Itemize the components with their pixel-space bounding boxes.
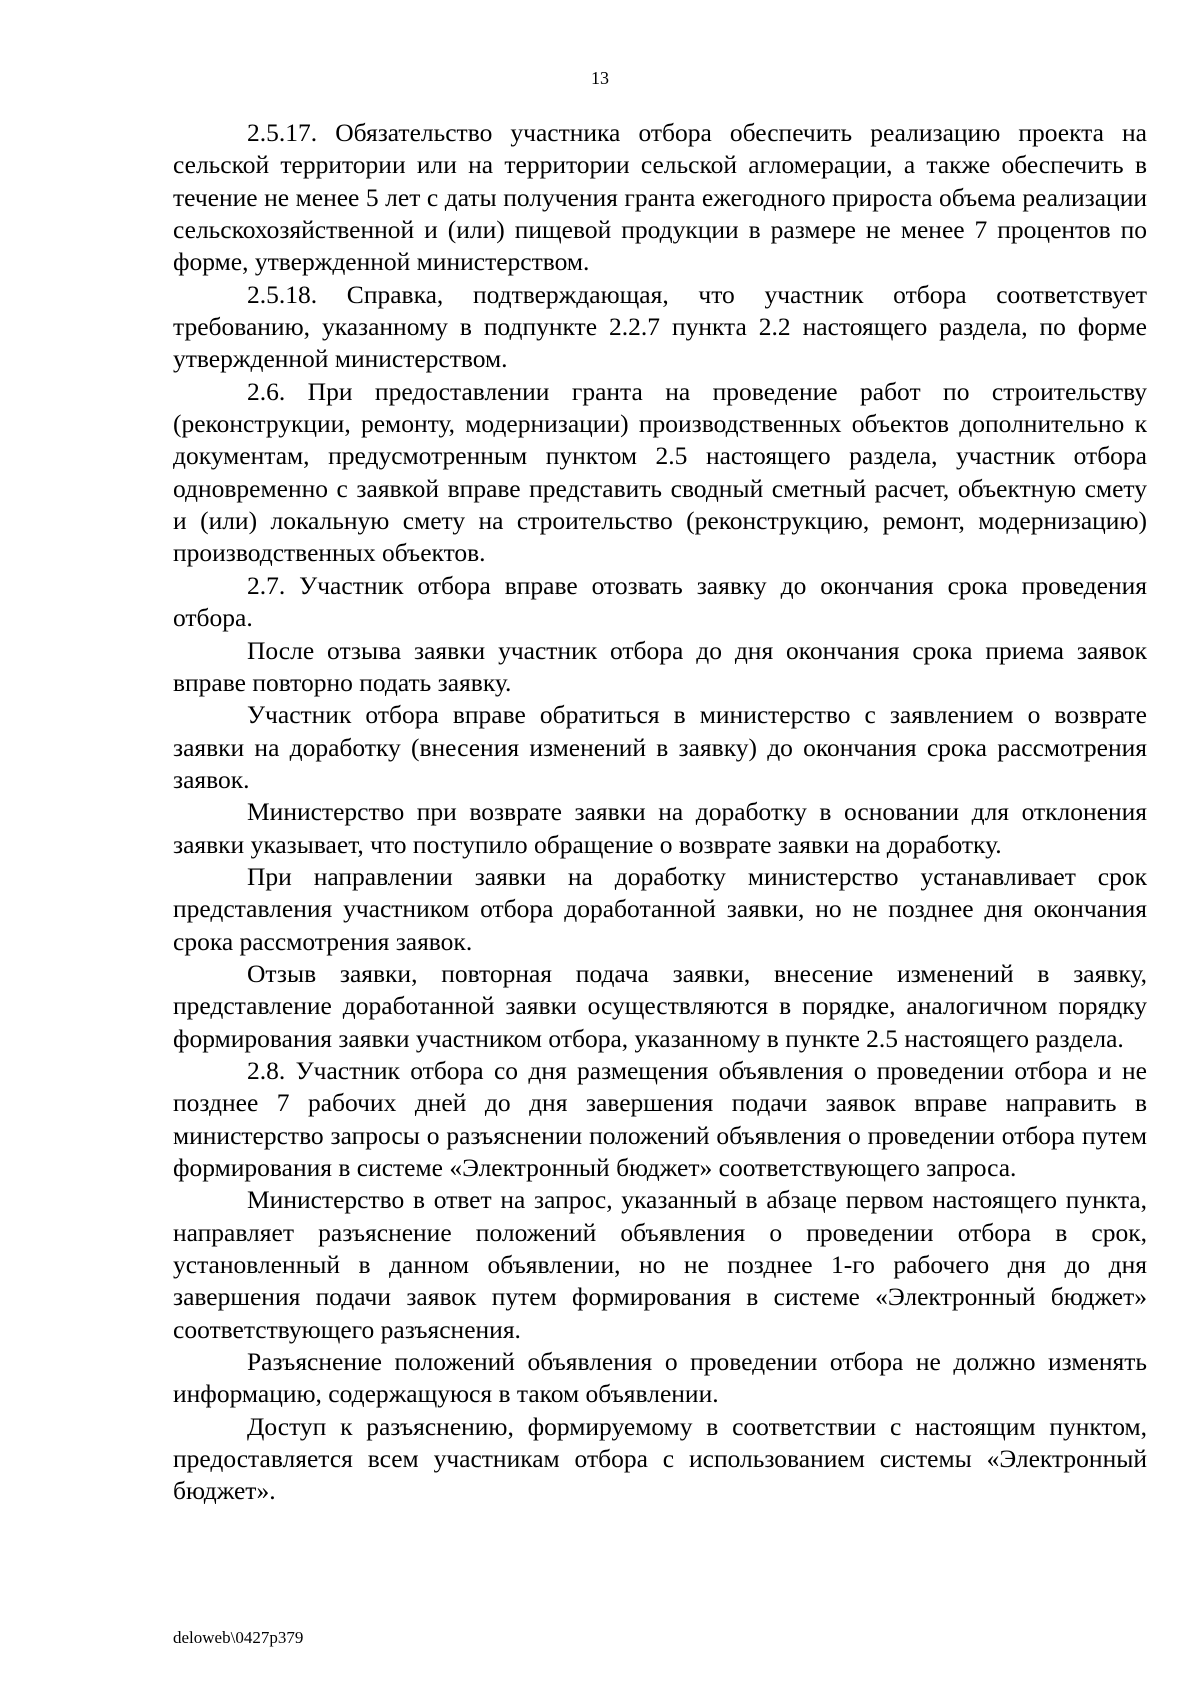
paragraph-procedure: Отзыв заявки, повторная подача заявки, внесение изменений в заявку, представление доработанной заявки осуществляются в порядке, аналогичном порядку формирования заявки участником отбора, указанному в пункте 2.5 настоящего раздела. [173, 958, 1147, 1053]
paragraph-2-5-17: 2.5.17. Обязательство участника отбора обеспечить реализацию проекта на сельской территории или на территории сельской агломерации, а также обеспечить в течение не менее 5 лет с даты получения гранта ежегодного прироста объема реализации сельскохозяйственной и (или) пищевой продукции в размере не менее 7 процентов по форме, утвержденной министерством. [173, 118, 1147, 277]
paragraph-2-8: 2.8. Участник отбора со дня размещения объявления о проведении отбора и не позднее 7 рабочих дней до дня завершения подачи заявок вправе направить в министерство запросы о разъяснении положений объявления о проведении отбора путем формирования в системе «Электронный бюджет» соответствующего запроса. [173, 1055, 1147, 1182]
paragraph-withdrawal-resubmit: После отзыва заявки участник отбора до дня окончания срока приема заявок вправе повторно подать заявку. [173, 635, 1147, 697]
paragraph-clarification-limit: Разъяснение положений объявления о проведении отбора не должно изменять информацию, содержащуюся в таком объявлении. [173, 1347, 1147, 1409]
page-number: 13 [591, 68, 609, 88]
document-body [173, 117, 1147, 1508]
paragraph-ministry-response: Министерство в ответ на запрос, указанный в абзаце первом настоящего пункта, направляет разъяснение положений объявления о проведении отбора в срок, установленный в данном объявлении, но не позднее 1-го рабочего дня до дня завершения подачи заявок путем формирования в системе «Электронный бюджет» соответствующего разъяснения. [173, 1185, 1147, 1344]
paragraph-2-5-18: 2.5.18. Справка, подтверждающая, что участник отбора соответствует требованию, указанному в подпункте 2.2.7 пункта 2.2 настоящего раздела, по форме утвержденной министерством. [173, 279, 1147, 374]
document-footer-code: deloweb\0427p379 [173, 1628, 304, 1647]
paragraph-clarification-access: Доступ к разъяснению, формируемому в соответствии с настоящим пунктом, предоставляется всем участникам отбора с использованием системы «Электронный бюджет». [173, 1411, 1147, 1506]
paragraph-2-7: 2.7. Участник отбора вправе отозвать заявку до окончания срока проведения отбора. [173, 570, 1147, 633]
paragraph-2-6: 2.6. При предоставлении гранта на проведение работ по строительству (реконструкции, ремонту, модернизации) производственных объектов дополнительно к документам, предусмотренным пунктом 2.5 настоящего раздела, участник отбора одновременно с заявкой вправе представить сводный сметный расчет, объектную смету и (или) локальную смету на строительство (реконструкцию, ремонт, модернизацию) производственных объектов. [173, 376, 1147, 568]
paragraph-ministry-return: Министерство при возврате заявки на доработку в основании для отклонения заявки указывает, что поступило обращение о возврате заявки на доработку. [173, 797, 1147, 859]
paragraph-revision-deadline: При направлении заявки на доработку министерство устанавливает срок представления участником отбора доработанной заявки, но не позднее дня окончания срока рассмотрения заявок. [173, 861, 1147, 956]
paragraph-return-request: Участник отбора вправе обратиться в министерство с заявлением о возврате заявки на доработку (внесения изменений в заявку) до окончания срока рассмотрения заявок. [173, 700, 1147, 794]
